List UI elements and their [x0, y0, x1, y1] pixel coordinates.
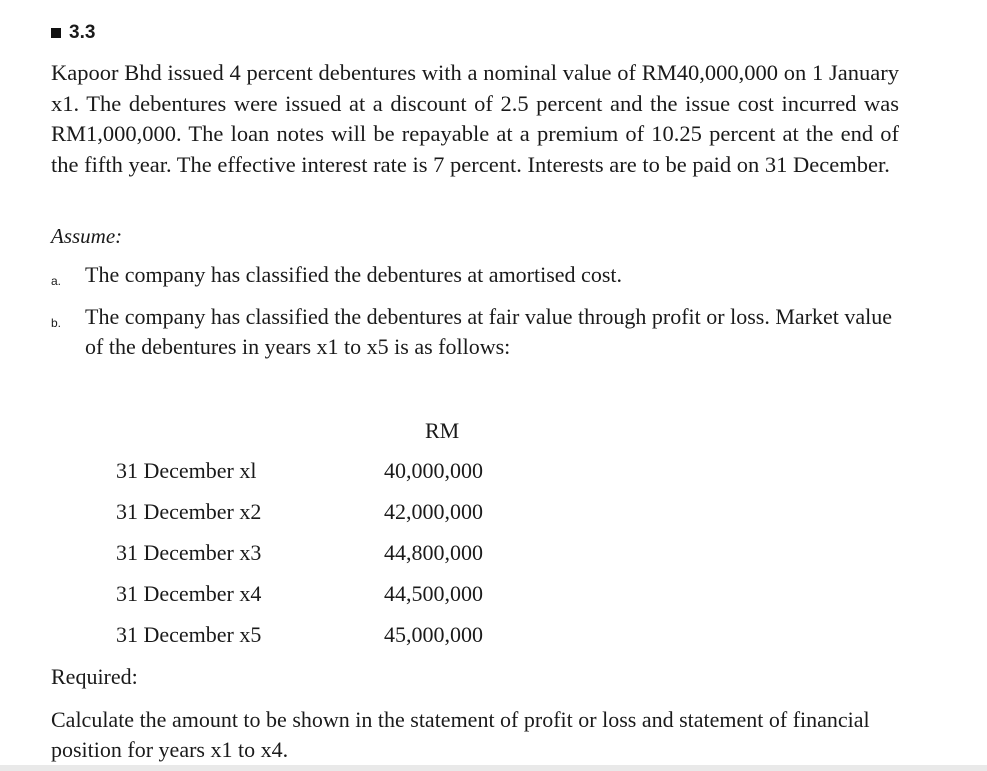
intro-paragraph: Kapoor Bhd issued 4 percent debentures with a nominal value of RM40,000,000 on 1 January x1. The debentures were issued at a discount of 2.5 percent and the issue cost incurred was RM1,000,000. The loan notes will be repayable at a premium of 10.25 percent at the end of the fifth year. The effective interest rate is 7 percent. Interests are to be paid on 31 December. — [51, 60, 899, 177]
row-date: 31 December xl — [116, 458, 257, 483]
list-marker: a. — [51, 274, 62, 288]
row-value: 42,000,000 — [384, 499, 483, 524]
market-value-table — [116, 458, 536, 663]
row-date: 31 December x3 — [116, 540, 262, 565]
section-heading — [51, 22, 95, 44]
row-value: 45,000,000 — [384, 622, 483, 647]
table-row — [116, 622, 536, 663]
list-item-text: The company has classified the debentures at amortised cost. — [85, 262, 622, 287]
square-bullet-icon — [51, 28, 61, 38]
assumption-list — [51, 260, 899, 374]
table-row — [116, 581, 536, 622]
list-marker: b. — [51, 316, 62, 330]
row-value: 44,800,000 — [384, 540, 483, 565]
list-item — [51, 302, 899, 362]
table-row — [116, 540, 536, 581]
list-item — [51, 260, 899, 290]
assume-label: Assume: — [51, 224, 123, 248]
required-label: Required: — [51, 664, 138, 689]
list-item-text: The company has classified the debentures at fair value through profit or loss. Market value of the debentures in years x1 to x5 is as follows: — [85, 304, 893, 359]
row-date: 31 December x4 — [116, 581, 262, 606]
bottom-divider — [0, 765, 987, 771]
row-value: 40,000,000 — [384, 458, 483, 483]
row-date: 31 December x5 — [116, 622, 262, 647]
row-value: 44,500,000 — [384, 581, 483, 606]
table-row — [116, 499, 536, 540]
task-text: Calculate the amount to be shown in the statement of profit or loss and statement of financial position for years x1 to x4. — [51, 707, 870, 762]
table-row — [116, 458, 536, 499]
section-number: 3.3 — [69, 22, 96, 43]
row-date: 31 December x2 — [116, 499, 262, 524]
currency-header: RM — [425, 418, 460, 443]
